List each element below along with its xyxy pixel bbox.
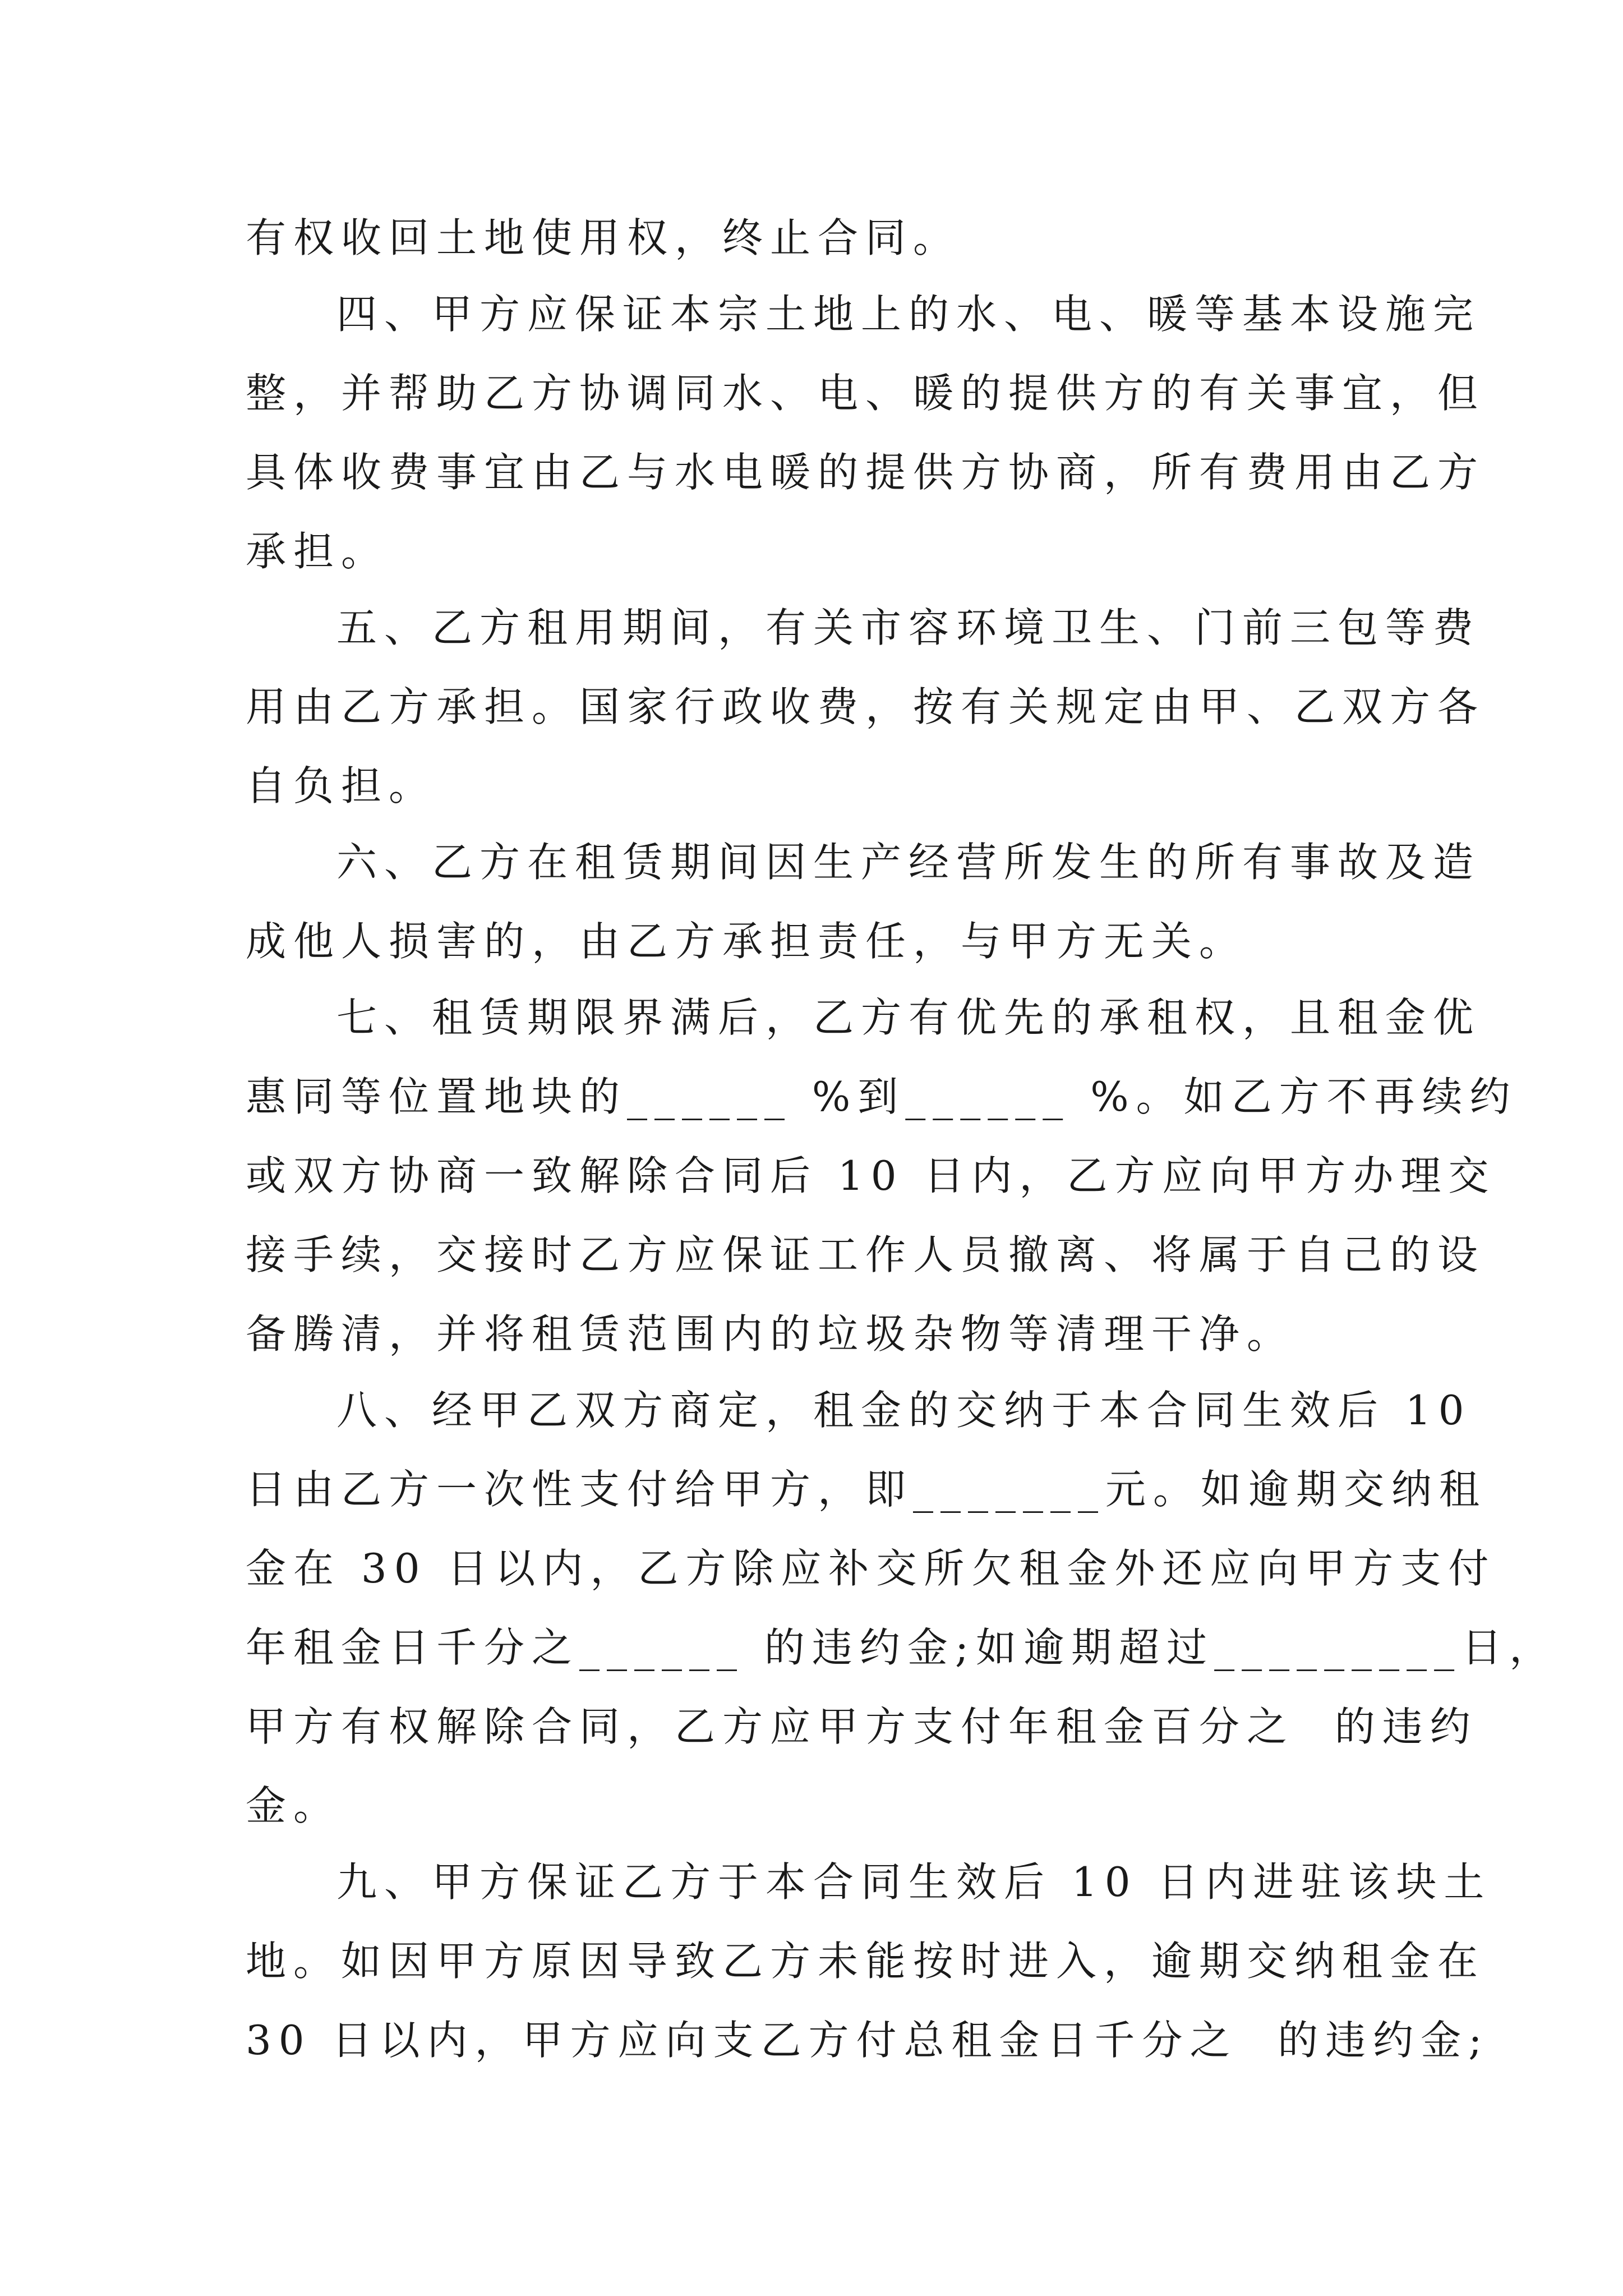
text-line-9: 六、乙方在租赁期间因生产经营所发生的所有事故及造 <box>336 839 1481 886</box>
text-line-12: 惠同等位置地块的______ %到______ %。如乙方不再续约 <box>246 1073 1518 1120</box>
text-line-3: 整，并帮助乙方协调同水、电、暖的提供方的有关事宜，但 <box>246 370 1486 417</box>
text-line-2: 四、甲方应保证本宗土地上的水、电、暖等基本设施完 <box>336 291 1481 338</box>
text-line-22: 九、甲方保证乙方于本合同生效后 10 日内进驻该块土 <box>336 1858 1492 1906</box>
text-line-5: 承担。 <box>246 528 389 575</box>
text-line-4: 具体收费事宜由乙与水电暖的提供方协商，所有费用由乙方 <box>246 449 1486 496</box>
text-line-20: 甲方有权解除合同，乙方应甲方支付年租金百分之 的违约 <box>246 1703 1478 1750</box>
text-line-10: 成他人损害的，由乙方承担责任，与甲方无关。 <box>246 918 1247 965</box>
text-line-17: 日由乙方一次性支付给甲方，即_______元。如逾期交纳租 <box>246 1466 1487 1513</box>
text-line-6: 五、乙方租用期间，有关市容环境卫生、门前三包等费 <box>336 604 1481 651</box>
text-line-1: 有权收回土地使用权，终止合同。 <box>246 214 961 261</box>
text-line-15: 备腾清，并将租赁范围内的垃圾杂物等清理干净。 <box>246 1310 1295 1358</box>
text-line-21: 金。 <box>246 1782 342 1829</box>
text-line-19: 年租金日千分之______ 的违约金;如逾期超过_________日， <box>246 1624 1557 1671</box>
text-line-23: 地。如因甲方原因导致乙方未能按时进入，逾期交纳租金在 <box>246 1938 1486 1985</box>
text-line-24: 30 日以内，甲方应向支乙方付总租金日千分之 的违约金; <box>246 2017 1490 2064</box>
text-line-13: 或双方协商一致解除合同后 10 日内，乙方应向甲方办理交 <box>246 1152 1496 1199</box>
text-line-7: 用由乙方承担。国家行政收费，按有关规定由甲、乙双方各 <box>246 683 1486 730</box>
text-line-18: 金在 30 日以内，乙方除应补交所欠租金外还应向甲方支付 <box>246 1545 1496 1592</box>
text-line-16: 八、经甲乙双方商定，租金的交纳于本合同生效后 10 <box>336 1387 1472 1434</box>
text-line-8: 自负担。 <box>246 762 437 809</box>
text-line-14: 接手续，交接时乙方应保证工作人员撤离、将属于自己的设 <box>246 1231 1486 1278</box>
text-line-11: 七、租赁期限界满后，乙方有优先的承租权，且租金优 <box>336 994 1481 1041</box>
